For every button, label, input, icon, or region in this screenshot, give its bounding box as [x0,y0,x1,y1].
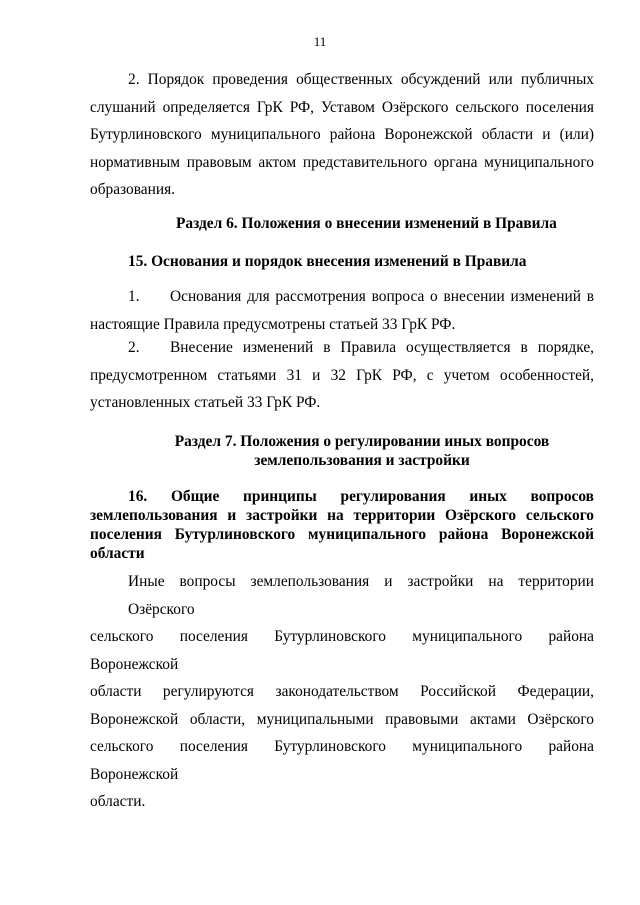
page-number: 11 [313,34,327,49]
item-text: настоящие Правила предусмотрены статьей 33 ГрК РФ. [90,315,456,333]
article-16-body: Иные вопросы землепользования и застройки на территории Озёрского сельского поселения Бутурлиновского муниципального района Воронежской области регулируются законодательством Российской Федерации, Воронежской области, муниципальными правовыми актами Озёрского сельского поселения Бутурлиновского муниципального района Воронежской области. [90,573,594,810]
item-text: установленных статьей 33 ГрК РФ. [90,394,321,411]
paragraph-line: слушаний определяется ГрК РФ, Уставом Озёрского сельского поселения [90,98,594,116]
article-15-heading: 15. Основания и порядок внесения изменений в Правила [128,253,527,270]
paragraph-public-hearings [90,66,594,204]
article-15-item-2 [90,334,594,417]
paragraph-line: нормативным правовым актом представительного органа муниципального [90,153,594,171]
item-number: 2. [128,339,140,356]
paragraph-line: 2. Порядок проведения общественных обсуждений или публичных [128,71,594,88]
section-6-heading: Раздел 6. Положения о внесении изменений в Правила [176,215,557,232]
item-text: предусмотренном статьями 31 и 32 ГрК РФ, с учетом особенностей, [90,366,594,384]
item-text: Внесение изменений в Правила осуществляется в порядке, [170,339,594,356]
article-16-heading: 16. Общие принципы регулирования иных вопросов землепользования и застройки на территории Озёрского сельского поселения Бутурлиновского муниципального района Воронежской области [90,488,594,562]
item-text: Основания для рассмотрения вопроса о внесении изменений в [170,288,594,305]
paragraph-line: Бутурлиновского муниципального района Воронежской области и (или) [90,126,594,143]
item-number: 1. [128,288,140,305]
section-7-heading: Раздел 7. Положения о регулировании иных вопросов землепользования и застройки [174,433,550,469]
article-15-item-1 [90,283,594,338]
paragraph-line: образования. [90,181,176,198]
